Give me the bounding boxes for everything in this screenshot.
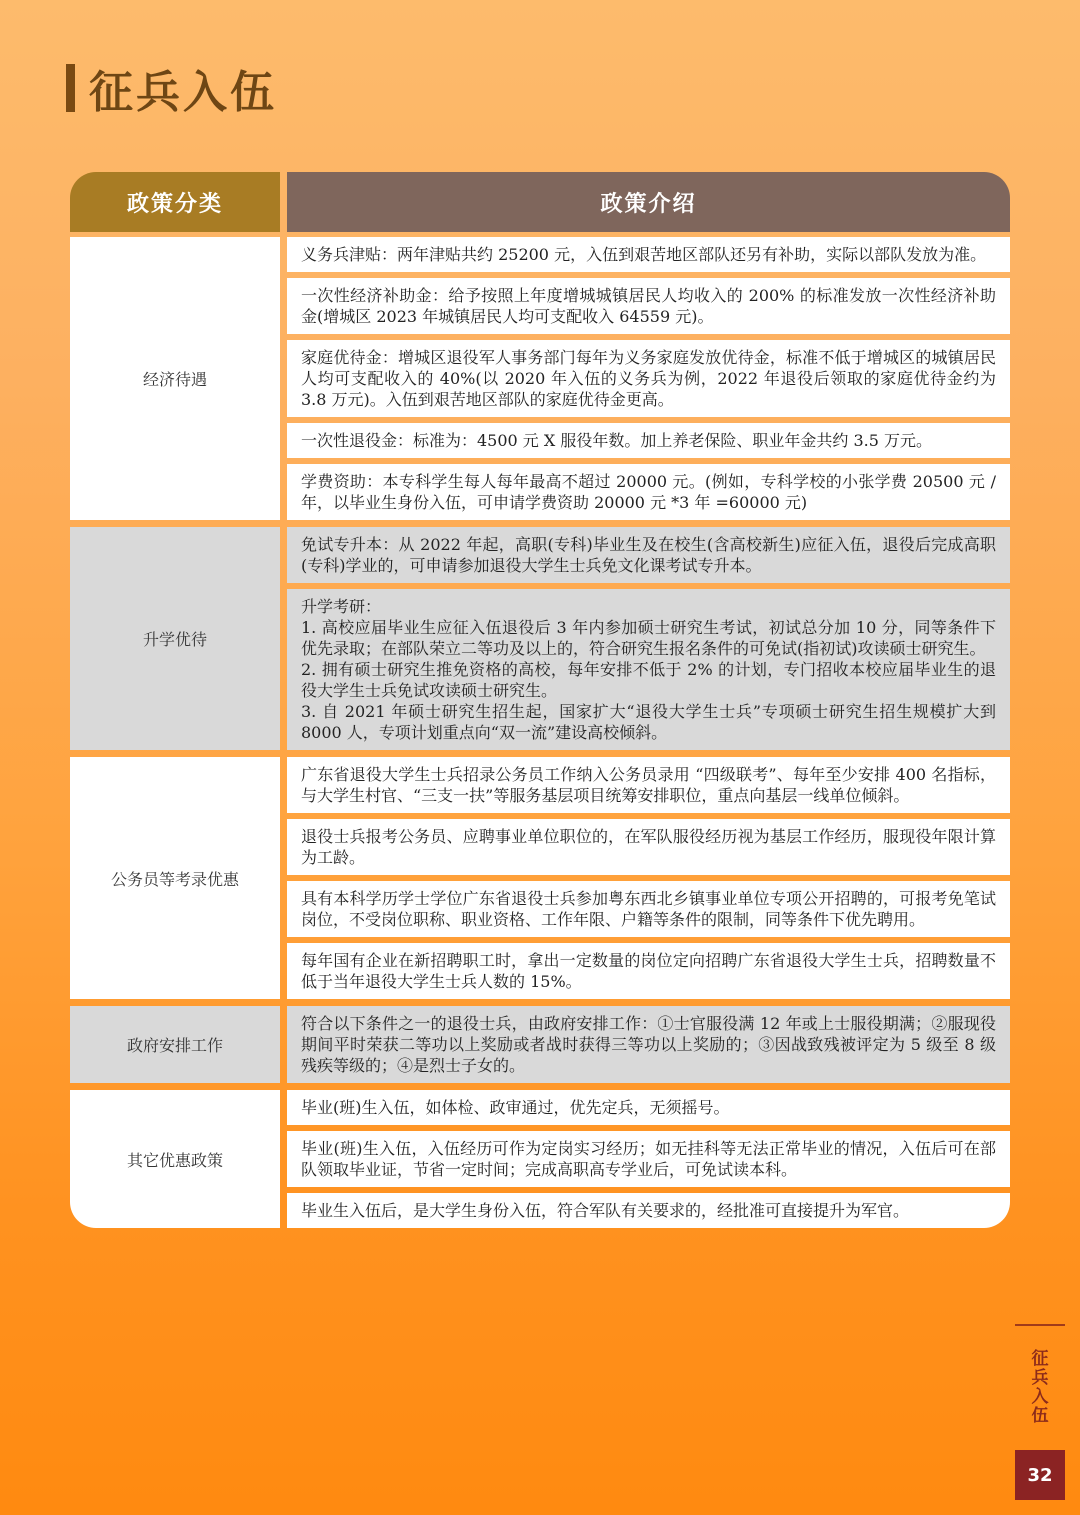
policy-group xyxy=(70,1006,1010,1083)
title-accent-bar xyxy=(66,64,75,112)
policy-group xyxy=(70,1090,1010,1228)
policy-category: 公务员等考录优惠 xyxy=(70,757,280,999)
policy-row: 免试专升本：从 2022 年起，高职(专科)毕业生及在校生(含高校新生)应征入伍，退役后完成高职(专科)学业的，可申请参加退役大学生士兵免文化课考试专升本。 xyxy=(287,527,1010,583)
side-divider xyxy=(1015,1324,1065,1326)
policy-row: 毕业(班)生入伍，入伍经历可作为定岗实习经历；如无挂科等无法正常毕业的情况，入伍后可在部队领取毕业证，节省一定时间；完成高职高专学业后，可免试读本科。 xyxy=(287,1131,1010,1187)
table-header xyxy=(70,172,1010,232)
policy-category: 升学优待 xyxy=(70,527,280,750)
policy-row: 符合以下条件之一的退役士兵，由政府安排工作：①士官服役满 12 年或上士服役期满；②服现役期间平时荣获二等功以上奖励或者战时获得三等功以上奖励的；③因战致残被评定为 5 级至 8 级残疾等级的；④是烈士子女的。 xyxy=(287,1006,1010,1083)
header-category: 政策分类 xyxy=(70,172,280,232)
policy-row: 毕业(班)生入伍，如体检、政审通过，优先定兵，无须摇号。 xyxy=(287,1090,1010,1125)
policy-row: 毕业生入伍后，是大学生身份入伍，符合军队有关要求的，经批准可直接提升为军官。 xyxy=(287,1193,1010,1228)
policy-row: 升学考研： 1. 高校应届毕业生应征入伍退役后 3 年内参加硕士研究生考试，初试总分加 10 分，同等条件下优先录取；在部队荣立二等功及以上的，符合研究生报名条件的可免试(指初试)攻读硕士研究生。 2. 拥有硕士研究生推免资格的高校，每年安排不低于 2% 的计划，专门招收本校应届毕业生的退役大学生士兵免试攻读硕士研究生。 3. 自 2021 年硕士研究生招生起，国家扩大“退役大学生士兵”专项硕士研究生招生规模扩大到 8000 人，专项计划重点向“双一流”建设高校倾斜。 xyxy=(287,589,1010,750)
policy-row: 义务兵津贴：两年津贴共约 25200 元，入伍到艰苦地区部队还另有补助，实际以部队发放为准。 xyxy=(287,237,1010,272)
policy-group xyxy=(70,757,1010,999)
policy-category: 经济待遇 xyxy=(70,237,280,520)
policy-row: 每年国有企业在新招聘职工时，拿出一定数量的岗位定向招聘广东省退役大学生士兵，招聘数量不低于当年退役大学生士兵人数的 15%。 xyxy=(287,943,1010,999)
page-number: 32 xyxy=(1015,1450,1065,1500)
policy-group xyxy=(70,527,1010,750)
policy-table xyxy=(70,172,1010,1228)
policy-category: 政府安排工作 xyxy=(70,1006,280,1083)
policy-row: 具有本科学历学士学位广东省退役士兵参加粤东西北乡镇事业单位专项公开招聘的，可报考免笔试岗位，不受岗位职称、职业资格、工作年限、户籍等条件的限制，同等条件下优先聘用。 xyxy=(287,881,1010,937)
header-content: 政策介绍 xyxy=(287,172,1010,232)
policy-row: 家庭优待金：增城区退役军人事务部门每年为义务家庭发放优待金，标准不低于增城区的城镇居民人均可支配收入的 40%(以 2020 年入伍的义务兵为例，2022 年退役后领取的家庭优待金约为 3.8 万元)。入伍到艰苦地区部队的家庭优待金更高。 xyxy=(287,340,1010,417)
policy-row: 学费资助：本专科学生每人每年最高不超过 20000 元。(例如，专科学校的小张学费 20500 元 / 年，以毕业生身份入伍，可申请学费资助 20000 元 *3 年 =60000 元) xyxy=(287,464,1010,520)
page-title-text: 征兵入伍 xyxy=(89,67,277,118)
side-section-label: 征兵入伍 xyxy=(1031,1349,1049,1426)
policy-row: 广东省退役大学生士兵招录公务员工作纳入公务员录用 “四级联考”、每年至少安排 400 名指标，与大学生村官、“三支一扶”等服务基层项目统筹安排职位，重点向基层一线单位倾斜。 xyxy=(287,757,1010,813)
policy-row: 一次性退役金：标准为：4500 元 X 服役年数。加上养老保险、职业年金共约 3.5 万元。 xyxy=(287,423,1010,458)
policy-category: 其它优惠政策 xyxy=(70,1090,280,1228)
page-title xyxy=(66,64,277,118)
policy-row: 退役士兵报考公务员、应聘事业单位职位的，在军队服役经历视为基层工作经历，服现役年限计算为工龄。 xyxy=(287,819,1010,875)
policy-group xyxy=(70,237,1010,520)
policy-row: 一次性经济补助金：给予按照上年度增城城镇居民人均收入的 200% 的标准发放一次性经济补助金(增城区 2023 年城镇居民人均可支配收入 64559 元)。 xyxy=(287,278,1010,334)
